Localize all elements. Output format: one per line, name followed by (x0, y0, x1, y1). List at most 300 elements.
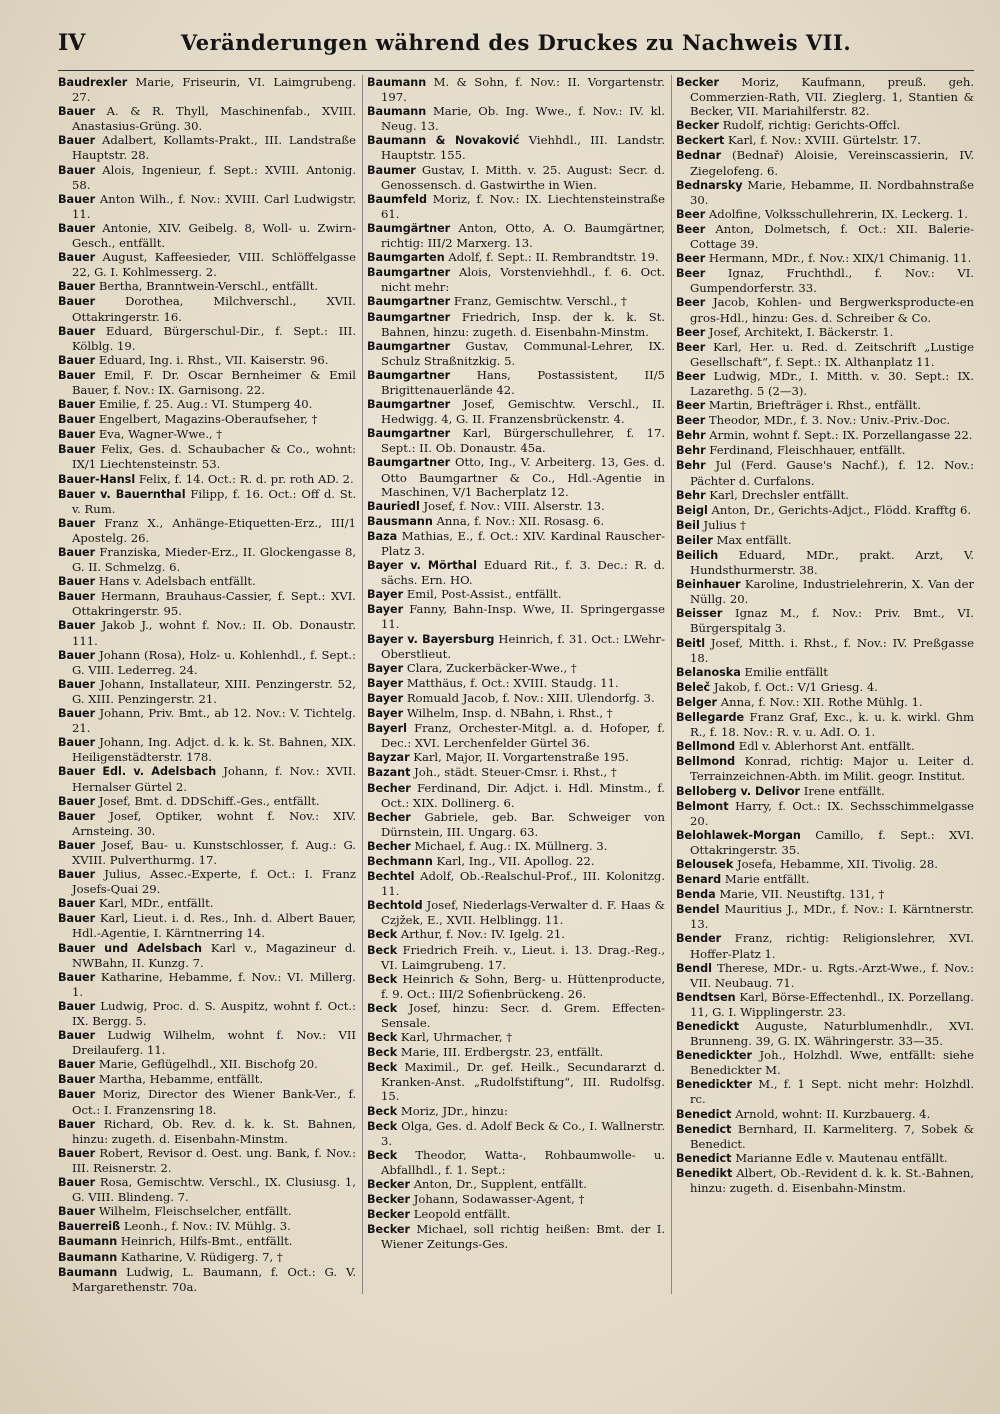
directory-entry (58, 250, 356, 279)
entry-surname: Bayer (367, 588, 404, 602)
entry-surname: Beisser (676, 607, 723, 621)
entry-surname: Bauer (58, 648, 96, 662)
directory-entry (367, 397, 665, 426)
entry-surname: Bauer (58, 413, 96, 427)
entry-surname: Baudrexler (58, 76, 128, 89)
entry-details: Josefa, Hebamme, XII. Tivolig. 28. (736, 856, 938, 871)
entry-details: Felix, Ges. d. Schaubacher & Co., wohnt: IX/1 Liechtensteinstr. 53. (72, 442, 356, 472)
entry-details: Josef, Bmt. d. DDSchiff.-Ges., entfällt. (98, 793, 320, 808)
entry-details: Heinrich, Hilfs-Bmt., entfällt. (120, 1234, 293, 1249)
entry-details: Michael, soll richtig heißen: Bmt. der I. Wiener Zeitungs-Ges. (381, 1222, 665, 1252)
directory-entry (367, 972, 665, 1001)
directory-entry (676, 503, 974, 518)
entry-surname: Baumgärtner (367, 221, 451, 235)
directory-entry (676, 207, 974, 222)
directory-entry (676, 1048, 974, 1077)
entry-details: Karl, Her. u. Red. d. Zeitschrift „Lustige Gesellschaft“, f. Sept.: IX. Althanplatz 11. (690, 339, 974, 369)
entry-details: Ignaz, Fruchthdl., f. Nov.: VI. Gumpendorferstr. 33. (690, 266, 974, 296)
directory-entry (367, 1104, 665, 1119)
entry-surname: Bauer (58, 868, 96, 882)
directory-entry (58, 412, 356, 427)
entry-surname: Beckert (676, 134, 725, 148)
directory-entry (58, 970, 356, 999)
entry-details: Marie, Ob. Ing. Wwe., f. Nov.: IV. kl. Neug. 13. (381, 104, 665, 134)
entry-surname: Bauriedl (367, 499, 420, 513)
directory-entry (58, 163, 356, 192)
directory-entry (676, 680, 974, 695)
entry-surname: Bauer Edl. v. Adelsbach (58, 765, 217, 779)
directory-entry (367, 529, 665, 558)
entry-details: Richard, Ob. Rev. d. k. k. St. Bahnen, hinzu: zugeth. d. Eisenbahn-Minstm. (72, 1116, 356, 1146)
entry-surname: Bauer (58, 105, 96, 119)
directory-entry (367, 1207, 665, 1222)
entry-details: Leonh., f. Nov.: IV. Mühlg. 3. (123, 1219, 291, 1234)
entry-surname: Bauer (58, 794, 96, 808)
entry-details: Julius, Assec.-Experte, f. Oct.: I. Franz Josefs-Quai 29. (72, 867, 356, 897)
entry-surname: Bauerreiß (58, 1220, 121, 1234)
directory-entry (58, 941, 356, 970)
entry-details: Karl, f. Nov.: XVIII. Gürtelstr. 17. (728, 133, 921, 148)
entry-details: Romuald Jacob, f. Nov.: XIII. Ulendorfg. 3. (406, 690, 655, 705)
entry-surname: Beilich (676, 549, 719, 562)
directory-entry (367, 750, 665, 765)
entry-details: Heinrich, f. 31. Oct.: LWehr-Oberstlieut. (381, 631, 665, 661)
entry-details: Anton Wilh., f. Nov.: XVIII. Carl Ludwigstr. 11. (72, 191, 356, 221)
entry-details: Friedrich Freih. v., Lieut. i. 13. Drag.-Reg., VI. Laimgrubeng. 17. (381, 942, 665, 972)
entry-surname: Bauer (58, 1117, 96, 1131)
directory-entry (58, 794, 356, 809)
entry-surname: Becker (367, 1193, 410, 1207)
entry-details: Filipp, f. 16. Oct.: Off d. St. v. Rum. (72, 486, 356, 516)
entry-surname: Bauer (58, 677, 96, 691)
directory-entry (58, 353, 356, 368)
directory-entry (367, 1222, 665, 1251)
directory-entry (58, 104, 356, 133)
entry-surname: Benedickt (676, 1020, 739, 1033)
entry-surname: Beck (367, 1148, 398, 1162)
entry-surname: Baza (367, 529, 398, 543)
entry-surname: Bauer (58, 353, 96, 367)
entry-details: Karl, Uhrmacher, † (400, 1030, 513, 1045)
entry-details: Adolf, Ob.-Realschul-Prof., III. Kolonitzg. 11. (381, 869, 665, 899)
entry-surname: Bauer (58, 912, 96, 926)
entry-surname: Belousek (676, 857, 734, 871)
entry-surname: Benedikt (676, 1166, 733, 1180)
entry-details: Josef, Niederlags-Verwalter d. F. Haas & Czjžek, E., XVII. Helblingg. 11. (381, 898, 665, 928)
directory-entry (676, 1151, 974, 1166)
entry-surname: Bauer (58, 134, 96, 148)
entry-details: Mauritius J., MDr., f. Nov.: I. Kärntnerstr. 13. (690, 902, 974, 932)
entry-details: Franziska, Mieder-Erz., II. Glockengasse 8, G. II. Schmelzg. 6. (72, 545, 356, 575)
entry-surname: Bauer (58, 251, 96, 265)
directory-entry (676, 857, 974, 872)
entry-surname: Baumer (367, 163, 416, 177)
entry-details: August, Kaffeesieder, VIII. Schlöffelgasse 22, G. I. Kohlmesserg. 2. (72, 250, 356, 280)
directory-entry (676, 178, 974, 207)
entry-surname: Bausmann (367, 514, 433, 528)
entry-surname: Bauer (58, 192, 96, 206)
entry-surname: Baumann (58, 1250, 118, 1264)
entry-surname: Benedict (676, 1107, 732, 1121)
directory-entry (58, 896, 356, 911)
directory-entry (367, 839, 665, 854)
directory-entry (58, 1175, 356, 1204)
entry-surname: Benard (676, 873, 722, 887)
page-title: Veränderungen während des Druckes zu Nachweis VII. (180, 30, 852, 55)
directory-entry (58, 472, 356, 487)
directory-entry (58, 618, 356, 647)
directory-entry (367, 339, 665, 368)
directory-entry (367, 602, 665, 631)
entry-details: Adolf, f. Sept.: II. Rembrandtstr. 19. (448, 250, 659, 265)
directory-entry (367, 499, 665, 514)
entry-surname: Bendl (676, 961, 712, 975)
entry-surname: Baumgartner (367, 295, 451, 309)
directory-entry (676, 990, 974, 1019)
entry-surname: Beer (676, 399, 706, 413)
entry-surname: Bayer v. Mörthal (367, 559, 477, 573)
entry-details: Anton, Otto, A. O. Baumgärtner, richtig: III/2 Marxerg. 13. (381, 220, 665, 251)
entry-details: Robert, Revisor d. Oest. ung. Bank, f. Nov.: III. Reisnerstr. 2. (72, 1145, 356, 1175)
entry-details: Ludwig, MDr., I. Mitth. v. 30. Sept.: IX. Lazarethg. 5 (2—3). (690, 368, 974, 398)
directory-entry (367, 706, 665, 721)
directory-entry (367, 426, 665, 455)
directory-entry (58, 1072, 356, 1087)
directory-entry (367, 1001, 665, 1030)
directory-entry (676, 1077, 974, 1106)
entry-details: Eduard, MDr., prakt. Arzt, V. Hundsthurmerstr. 38. (690, 548, 974, 578)
entry-details: Therese, MDr.- u. Rgts.-Arzt-Wwe., f. Nov.: VII. Neubaug. 71. (690, 960, 974, 990)
entry-surname: Bednarsky (676, 178, 743, 192)
directory-entry (58, 1265, 356, 1294)
entry-details: Ludwig, L. Baumann, f. Oct.: G. V. Margarethenstr. 70a. (72, 1264, 356, 1294)
entry-details: Heinrich & Sohn, Berg- u. Hüttenproducte, f. 9. Oct.: III/2 Sofienbrückeng. 26. (381, 971, 665, 1001)
directory-entry (676, 222, 974, 251)
entry-surname: Baumgartner (367, 368, 451, 382)
entry-details: Johann, Sodawasser-Agent, † (413, 1192, 585, 1207)
entry-details: Anton, Dr., Supplent, entfällt. (413, 1177, 587, 1192)
entry-details: Karl, Major, II. Vorgartenstraße 195. (413, 750, 629, 765)
directory-entry (58, 648, 356, 677)
entry-details: Josef, hinzu: Secr. d. Grem. Effecten-Sensale. (381, 1000, 665, 1030)
entry-details: Josef, Architekt, I. Bäckerstr. 1. (708, 324, 894, 339)
entry-surname: Bauer (58, 368, 96, 382)
entry-details: Katharine, Hebamme, f. Nov.: VI. Millerg. 1. (72, 969, 356, 999)
entry-details: Leopold entfällt. (413, 1207, 511, 1222)
directory-entry (58, 677, 356, 706)
directory-entry (58, 1234, 356, 1249)
entry-surname: Bauer (58, 1146, 96, 1160)
directory-entry (676, 533, 974, 548)
directory-entry (58, 1146, 356, 1175)
entry-surname: Baumann (367, 105, 427, 119)
entry-surname: Baumgartner (367, 266, 451, 280)
entry-surname: Beleč (676, 680, 711, 694)
entry-surname: Becker (676, 76, 719, 89)
entry-details: Viehhdl., III. Landstr. Hauptstr. 155. (381, 133, 665, 163)
entry-details: Johann, Priv. Bmt., ab 12. Nov.: V. Tichtelg. 21. (72, 706, 356, 736)
entry-surname: Belger (676, 695, 718, 709)
entry-surname: Bazant (367, 766, 411, 780)
entry-details: Karl, Ing., VII. Apollog. 22. (436, 853, 595, 868)
entry-surname: Beiler (676, 533, 713, 547)
directory-entry (676, 133, 974, 148)
entry-surname: Baumgartner (367, 310, 451, 324)
entry-surname: Bauer (58, 221, 96, 235)
entry-surname: Belanoska (676, 665, 741, 679)
entry-surname: Bauer-Hansl (58, 472, 136, 486)
entry-details: Alois, Vorstenviehhdl., f. 6. Oct. nicht mehr: (381, 265, 665, 295)
entry-surname: Bechtold (367, 899, 423, 913)
directory-entry (58, 706, 356, 735)
entry-details: Hans v. Adelsbach entfällt. (98, 574, 256, 589)
entry-surname: Bayer (367, 661, 404, 675)
directory-entry (58, 735, 356, 764)
directory-entry (367, 781, 665, 810)
entry-details: Arthur, f. Nov.: IV. Igelg. 21. (400, 927, 565, 942)
directory-entry (676, 872, 974, 887)
entry-details: Johann, f. Nov.: XVII. Hernalser Gürtel 2. (72, 764, 356, 794)
entry-details: Karl, Drechsler entfällt. (709, 487, 849, 502)
entry-details: Josef, Optiker, wohnt f. Nov.: XIV. Arnsteing. 30. (72, 808, 356, 838)
entry-surname: Bauer (58, 838, 96, 852)
entry-details: Antonie, XIV. Geibelg. 8, Woll- u. Zwirn-Gesch., entfällt. (72, 220, 356, 251)
entry-details: Ignaz M., f. Nov.: Priv. Bmt., VI. Bürgerspitalg 3. (690, 606, 974, 636)
entry-details: Irene entfällt. (803, 783, 885, 798)
entry-details: Gustav, Communal-Lehrer, IX. Schulz Straßnitzkig. 5. (381, 338, 665, 368)
entry-details: Olga, Ges. d. Adolf Beck & Co., I. Wallnerstr. 3. (381, 1118, 665, 1148)
directory-entry (367, 1177, 665, 1192)
entry-surname: Benedict (676, 1122, 732, 1136)
directory-entry (58, 1087, 356, 1116)
entry-surname: Bayer (367, 676, 404, 690)
column-1 (58, 75, 356, 1294)
entry-details: Gabriele, geb. Bar. Schweiger von Dürnstein, III. Ungarg. 63. (381, 809, 665, 839)
entry-surname: Bauer (58, 163, 96, 177)
directory-entry (676, 458, 974, 487)
directory-entry (367, 661, 665, 676)
directory-entry (676, 784, 974, 799)
directory-entry (58, 516, 356, 545)
directory-entry (367, 632, 665, 661)
entry-details: Karl, Lieut. i. d. Res., Inh. d. Albert Bauer, Hdl.-Agentie, I. Kärntnerring 14. (72, 911, 356, 941)
directory-entry (676, 369, 974, 398)
entry-surname: Bayer (367, 707, 404, 721)
directory-entry (58, 1057, 356, 1072)
entry-details: Moriz, JDr., hinzu: (400, 1103, 508, 1118)
entry-details: Emil, Post-Assist., entfällt. (406, 587, 562, 602)
directory-entry (676, 739, 974, 754)
entry-surname: Bauer (58, 736, 96, 750)
entry-surname: Beer (676, 222, 706, 236)
entry-surname: Behr (676, 459, 706, 473)
entry-details: Marie, Hebamme, II. Nordbahnstraße 30. (690, 177, 974, 207)
directory-entry (676, 754, 974, 783)
entry-details: Jakob, f. Oct.: V/1 Griesg. 4. (713, 679, 878, 694)
directory-entry (58, 427, 356, 442)
directory-entry (676, 340, 974, 369)
entry-details: Rosa, Gemischtw. Verschl., IX. Clusiusg. 1, G. VIII. Blindeng. 7. (72, 1175, 356, 1205)
directory-entry (58, 574, 356, 589)
entry-surname: Benedickter (676, 1078, 753, 1092)
entry-details: Emilie, f. 25. Aug.: VI. Stumperg 40. (98, 397, 313, 412)
directory-entry (58, 368, 356, 397)
entry-details: Eduard Rit., f. 3. Dec.: R. d. sächs. Ern. HO. (381, 558, 665, 588)
entry-details: Albert, Ob.-Revident d. k. k. St.-Bahnen, hinzu: zugeth. d. Eisenbahn-Minstm. (690, 1165, 974, 1196)
directory-entry (676, 548, 974, 577)
directory-entry (676, 295, 974, 324)
entry-details: Ferdinand, Dir. Adjct. i. Hdl. Minstm., f. Oct.: XIX. Dollinerg. 6. (381, 780, 665, 810)
entry-details: Joh., städt. Steuer-Cmsr. i. Rhst., † (414, 765, 617, 780)
entry-surname: Bauer (58, 295, 96, 309)
directory-entry (58, 999, 356, 1028)
directory-entry (676, 443, 974, 458)
entry-details: Wilhelm, Fleischselcher, entfällt. (98, 1204, 292, 1219)
directory-entry (367, 1148, 665, 1177)
directory-entry (58, 487, 356, 516)
directory-entry (58, 221, 356, 250)
entry-surname: Beinhauer (676, 578, 741, 592)
entry-details: Mathias, E., f. Oct.: XIV. Kardinal Rauscher-Platz 3. (381, 528, 665, 558)
directory-entry (676, 251, 974, 266)
entry-surname: Bauer (58, 1029, 96, 1043)
entry-surname: Bauer (58, 324, 96, 338)
entry-details: Emilie entfällt (744, 664, 828, 679)
entry-details: Rudolf, richtig: Gerichts-Offcl. (722, 118, 901, 133)
directory-entry (676, 1019, 974, 1048)
directory-entry (367, 1045, 665, 1060)
entry-details: Marianne Edle v. Mautenau entfällt. (735, 1150, 948, 1165)
entry-surname: Beer (676, 325, 706, 339)
directory-entry (367, 765, 665, 780)
entry-details: Wilhelm, Insp. d. NBahn, i. Rhst., † (406, 706, 613, 721)
directory-entry (58, 809, 356, 838)
entry-details: Josef, Bau- u. Kunstschlosser, f. Aug.: G. XVIII. Pulverthurmg. 17. (72, 837, 356, 867)
directory-entry (367, 676, 665, 691)
entry-surname: Becker (367, 1208, 410, 1222)
directory-entry (367, 1119, 665, 1148)
directory-entry (367, 721, 665, 750)
entry-surname: Baumann (58, 1265, 118, 1279)
directory-entry (676, 710, 974, 739)
directory-entry (58, 867, 356, 896)
entry-details: Theodor, Watta-, Rohbaumwolle- u. Abfallhdl., f. 1. Sept.: (381, 1147, 665, 1177)
entry-surname: Baumgarten (367, 251, 445, 265)
entry-details: Ludwig Wilhelm, wohnt f. Nov.: VII Dreilauferg. 11. (72, 1028, 356, 1058)
directory-entry (367, 104, 665, 133)
entry-surname: Becker (676, 119, 719, 133)
entry-surname: Benda (676, 888, 716, 902)
entry-surname: Beer (676, 267, 706, 281)
entry-details: Hermann, Brauhaus-Cassier, f. Sept.: XVI. Ottakringerstr. 95. (72, 589, 356, 619)
entry-surname: Bayzar (367, 751, 410, 765)
directory-entry (676, 75, 974, 118)
entry-details: Josef, f. Nov.: VIII. Alserstr. 13. (423, 498, 605, 513)
entry-details: Moriz, f. Nov.: IX. Liechtensteinstraße 61. (381, 191, 665, 221)
entry-details: Arnold, wohnt: II. Kurzbauerg. 4. (735, 1106, 931, 1121)
directory-entry (367, 943, 665, 972)
entry-details: Theodor, MDr., f. 3. Nov.: Univ.-Priv.-Doc. (708, 413, 951, 428)
entry-surname: Bauer (58, 546, 96, 559)
entry-surname: Bauer (58, 1205, 96, 1219)
entry-details: Armin, wohnt f. Sept.: IX. Porzellangasse 22. (709, 428, 973, 443)
entry-details: Jul (Ferd. Gause's Nachf.), f. 12. Nov.: Pächter d. Curfalons. (690, 458, 974, 488)
directory-entry (367, 1060, 665, 1103)
entry-details: Anton, Dolmetsch, f. Oct.: XII. Balerie-Cottage 39. (690, 221, 974, 252)
entry-details: Franz, Gemischtw. Verschl., † (453, 294, 627, 309)
entry-details: Josef, Mitth. i. Rhst., f. Nov.: IV. Preßgasse 18. (690, 635, 974, 665)
entry-surname: Bednar (676, 149, 722, 163)
entry-surname: Beck (367, 1001, 398, 1015)
entry-surname: Bender (676, 932, 722, 946)
directory-entry (367, 221, 665, 250)
entry-surname: Baumgartner (367, 427, 451, 441)
directory-entry (676, 148, 974, 177)
entry-surname: Belmont (676, 799, 729, 813)
entry-details: Bernhard, II. Karmeliterg. 7, Sobek & Benedict. (690, 1121, 974, 1151)
entry-details: Johann (Rosa), Holz- u. Kohlenhdl., f. Sept.: G. VIII. Lederreg. 24. (72, 647, 356, 677)
directory-entry (58, 1204, 356, 1219)
directory-entry (367, 368, 665, 397)
directory-entry (58, 442, 356, 471)
entry-surname: Bayer (367, 691, 404, 705)
entry-details: Marie, Friseurin, VI. Laimgrubeng. 27. (72, 75, 356, 105)
directory-entry (367, 927, 665, 942)
directory-entry (58, 397, 356, 412)
entry-surname: Belloberg v. Delivor (676, 784, 801, 798)
entry-surname: Bauer (58, 999, 96, 1013)
entry-details: Ludwig, Proc. d. S. Auspitz, wohnt f. Oct.: IX. Bergg. 5. (72, 998, 356, 1028)
directory-entry (58, 545, 356, 574)
entry-surname: Belohlawek-Morgan (676, 828, 801, 842)
directory-entry (367, 898, 665, 927)
entry-surname: Bellmond (676, 740, 736, 754)
entry-surname: Bayerl (367, 722, 407, 736)
directory-entry (367, 854, 665, 869)
directory-entry (676, 887, 974, 902)
entry-details: Josef, Gemischtw. Verschl., II. Hedwigg. 4, G. II. Franzensbrückenstr. 4. (381, 397, 665, 427)
entry-details: Felix, f. 14. Oct.: R. d. pr. roth AD. 2. (138, 471, 354, 486)
entry-details: Julius † (703, 517, 746, 532)
entry-surname: Behr (676, 429, 706, 443)
entry-surname: Baumgartner (367, 398, 451, 412)
directory-entry (58, 192, 356, 221)
entry-details: A. & R. Thyll, Maschinenfab., XVIII. Anastasius-Grüng. 30. (72, 104, 356, 134)
entry-surname: Benedickter (676, 1049, 753, 1063)
entry-details: Adolfine, Volksschullehrerin, IX. Leckerg. 1. (708, 206, 968, 221)
directory-entry (676, 1166, 974, 1195)
entry-surname: Bauer (58, 1073, 96, 1087)
entry-surname: Baumann (58, 1235, 118, 1249)
entry-surname: Beck (367, 1119, 398, 1133)
entry-details: Marie, Geflügelhdl., XII. Bischofg 20. (98, 1057, 318, 1072)
entry-surname: Becher (367, 839, 411, 853)
entry-details: Edl v. Ablerhorst Ant. entfällt. (738, 739, 915, 754)
entry-surname: Benedict (676, 1151, 732, 1165)
entry-surname: Bauer v. Bauernthal (58, 487, 186, 501)
entry-surname: Baumann (367, 76, 427, 89)
entry-details: Michael, f. Aug.: IX. Müllnerg. 3. (414, 838, 608, 853)
entry-details: Engelbert, Magazins-Oberaufseher, † (98, 412, 318, 427)
directory-entry (367, 265, 665, 294)
directory-entry (676, 1107, 974, 1122)
entry-details: Eduard, Bürgerschul-Dir., f. Sept.: III. Kölblg. 19. (72, 323, 356, 353)
directory-entry (676, 266, 974, 295)
entry-surname: Bauer (58, 707, 96, 721)
entry-details: M. & Sohn, f. Nov.: II. Vorgartenstr. 197. (381, 75, 665, 105)
directory-entry (367, 310, 665, 339)
directory-entry (367, 455, 665, 498)
